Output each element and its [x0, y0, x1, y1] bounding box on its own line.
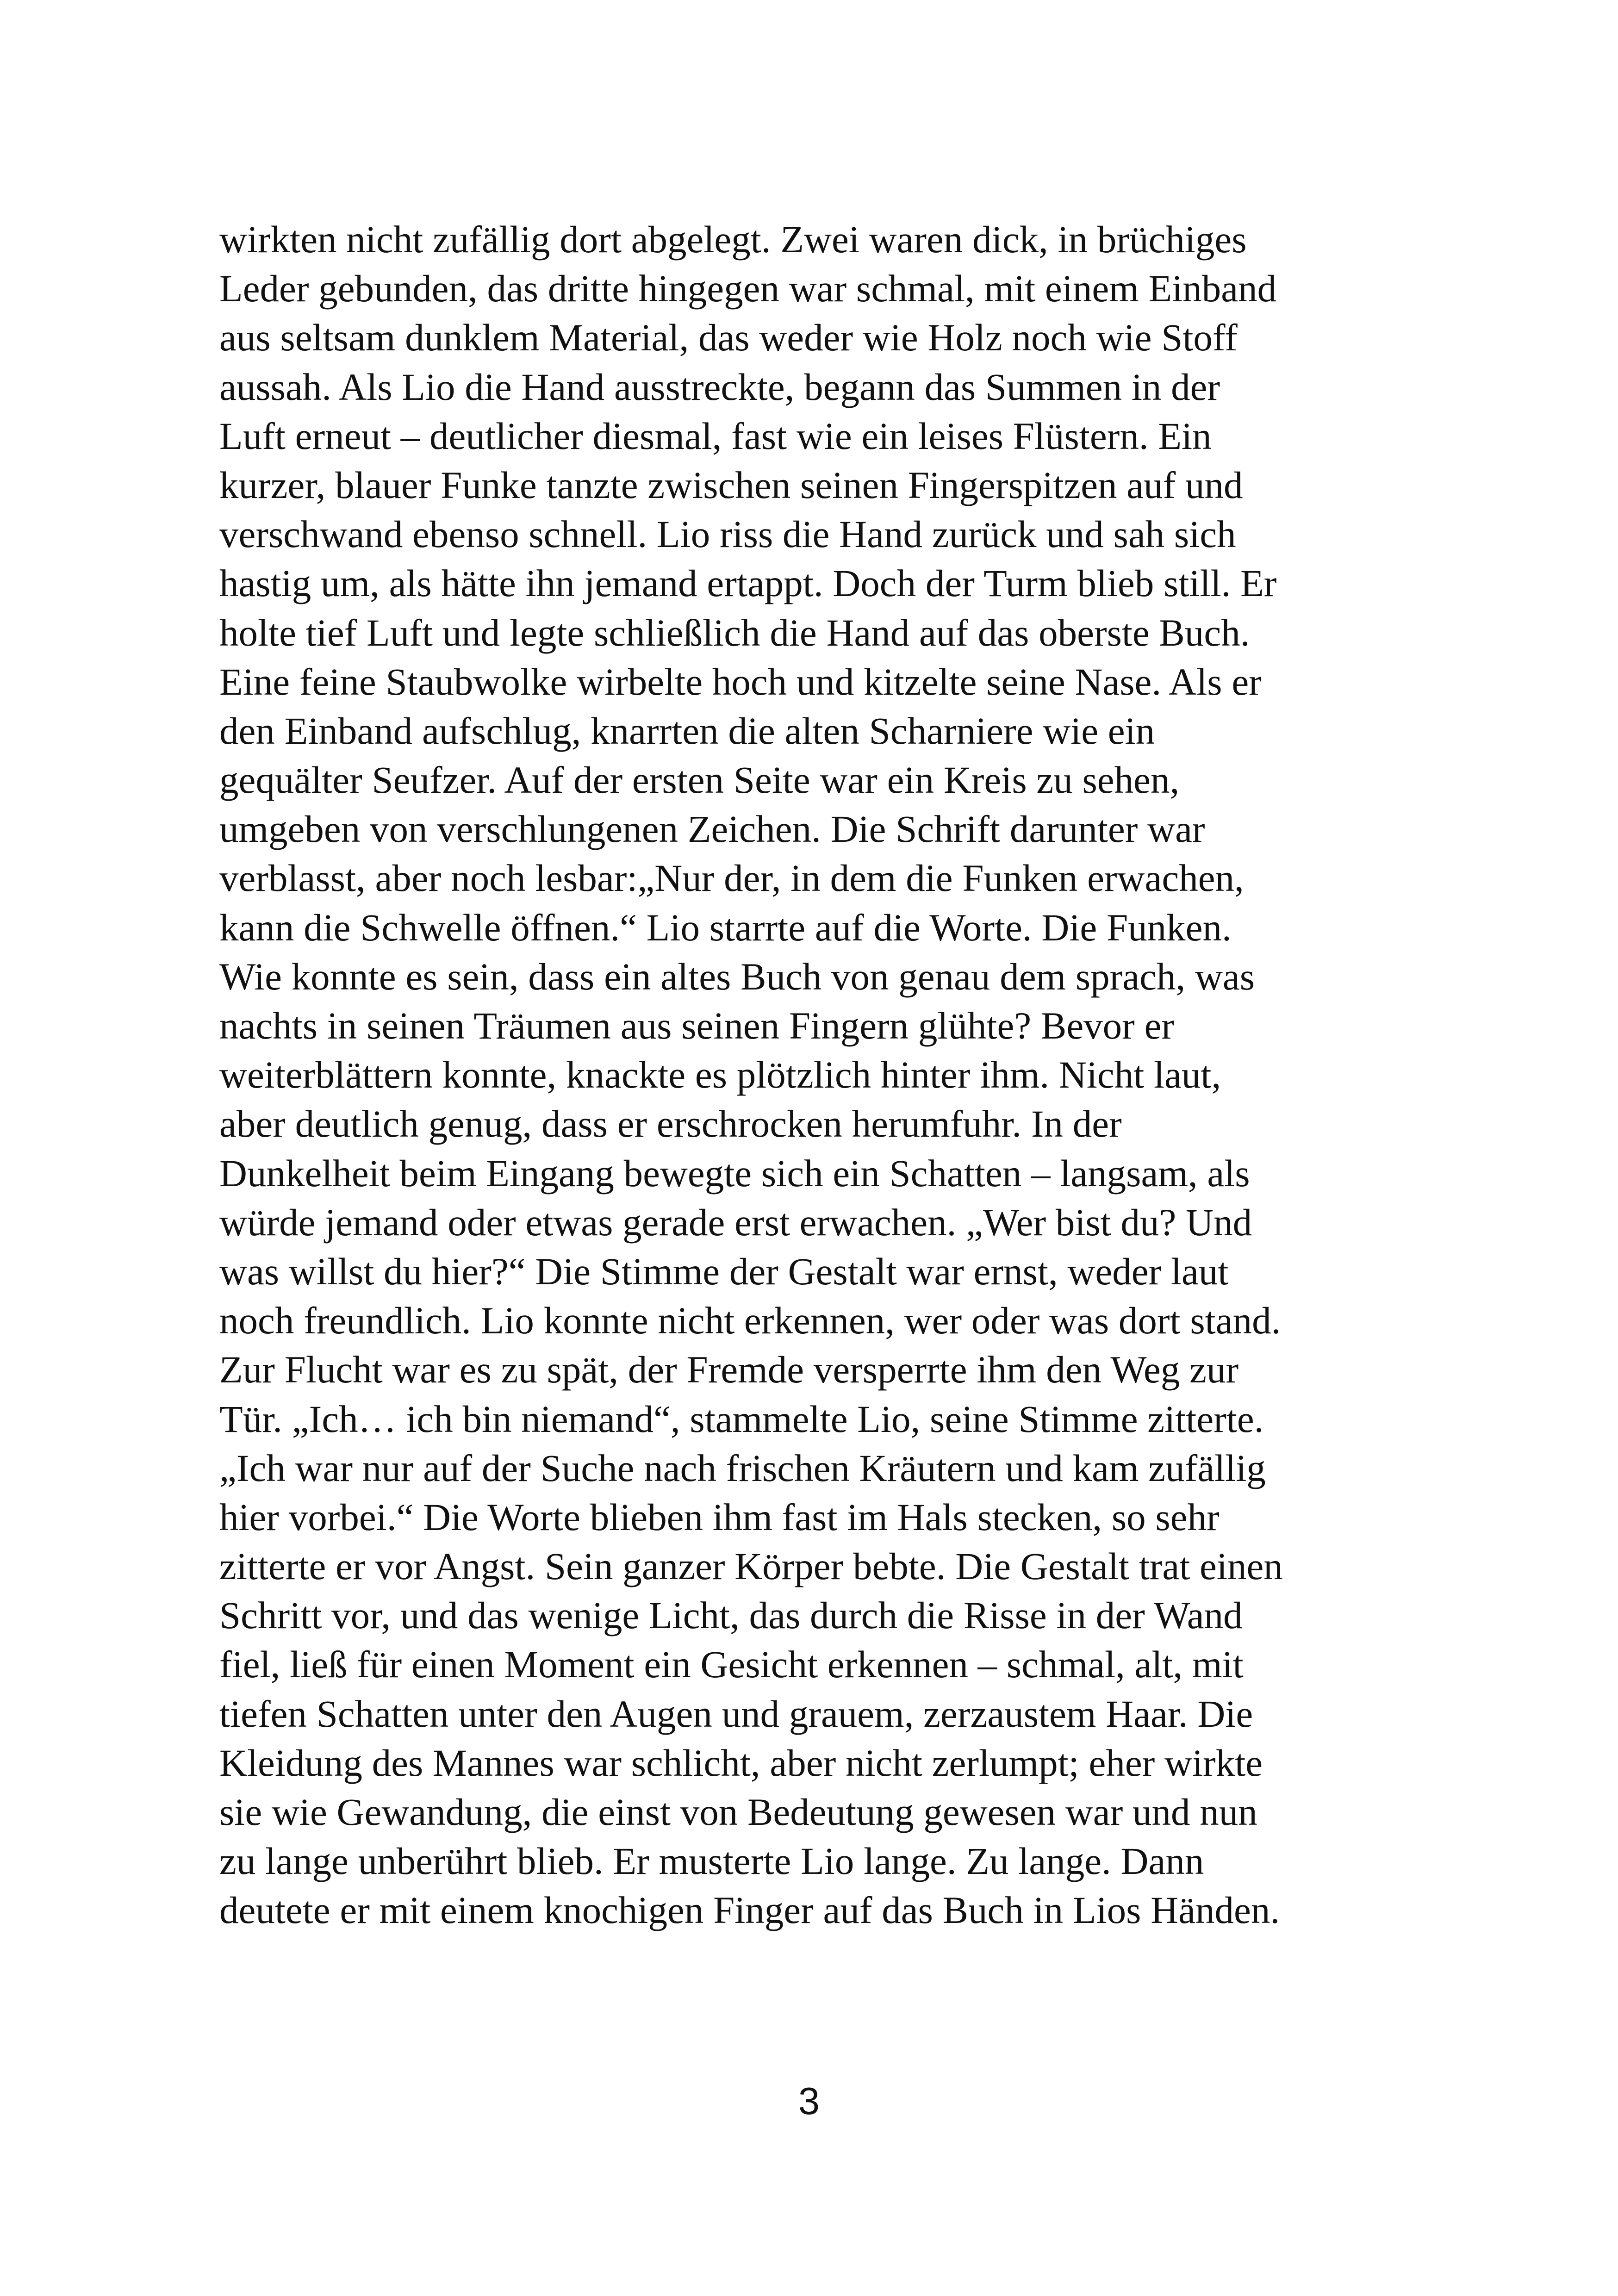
text-line: aus seltsam dunklem Material, das weder wie Holz noch wie Stoff [219, 316, 1238, 359]
text-line: „Ich war nur auf der Suche nach frischen Kräutern und kam zufällig [219, 1446, 1266, 1489]
text-line: fiel, ließ für einen Moment ein Gesicht erkennen – schmal, alt, mit [219, 1643, 1244, 1686]
body-text [219, 215, 1404, 1935]
text-line: holte tief Luft und legte schließlich die Hand auf das oberste Buch. [219, 611, 1250, 654]
text-line: Leder gebunden, das dritte hingegen war schmal, mit einem Einband [219, 267, 1277, 310]
text-line: kann die Schwelle öffnen.“ Lio starrte auf die Worte. Die Funken. [219, 906, 1232, 949]
text-line: Zur Flucht war es zu spät, der Fremde versperrte ihm den Weg zur [219, 1348, 1239, 1391]
text-line: zitterte er vor Angst. Sein ganzer Körper bebte. Die Gestalt trat einen [219, 1545, 1283, 1588]
text-line: tiefen Schatten unter den Augen und grauem, zerzaustem Haar. Die [219, 1692, 1253, 1735]
text-line: Wie konnte es sein, dass ein altes Buch von genau dem sprach, was [219, 955, 1255, 998]
text-line: Schritt vor, und das wenige Licht, das durch die Risse in der Wand [219, 1594, 1243, 1637]
page-number: 3 [798, 2079, 820, 2122]
text-line: gequälter Seufzer. Auf der ersten Seite war ein Kreis zu sehen, [219, 759, 1180, 802]
text-line: sie wie Gewandung, die einst von Bedeutung gewesen war und nun [219, 1791, 1257, 1833]
text-line: würde jemand oder etwas gerade erst erwachen. „Wer bist du? Und [219, 1201, 1252, 1244]
text-line: nachts in seinen Träumen aus seinen Fingern glühte? Bevor er [219, 1004, 1175, 1047]
text-line: hastig um, als hätte ihn jemand ertappt. Doch der Turm blieb still. Er [219, 562, 1277, 605]
text-line: kurzer, blauer Funke tanzte zwischen seinen Fingerspitzen auf und [219, 463, 1243, 506]
text-line: aussah. Als Lio die Hand ausstreckte, begann das Summen in der [219, 365, 1220, 408]
text-line: verblasst, aber noch lesbar:„Nur der, in dem die Funken erwachen, [219, 857, 1244, 900]
text-line: deutete er mit einem knochigen Finger auf das Buch in Lios Händen. [219, 1889, 1280, 1932]
text-line: noch freundlich. Lio konnte nicht erkennen, wer oder was dort stand. [219, 1299, 1281, 1342]
text-line: Kleidung des Mannes war schlicht, aber nicht zerlumpt; eher wirkte [219, 1741, 1263, 1784]
text-line: aber deutlich genug, dass er erschrocken herumfuhr. In der [219, 1102, 1122, 1145]
text-line: Dunkelheit beim Eingang bewegte sich ein Schatten – langsam, als [219, 1151, 1250, 1195]
text-line: Luft erneut – deutlicher diesmal, fast wie ein leises Flüstern. Ein [219, 414, 1212, 457]
text-line: hier vorbei.“ Die Worte blieben ihm fast im Hals stecken, so sehr [219, 1495, 1220, 1538]
text-line: Eine feine Staubwolke wirbelte hoch und kitzelte seine Nase. Als er [219, 660, 1262, 703]
text-line: weiterblättern konnte, knackte es plötzlich hinter ihm. Nicht laut, [219, 1053, 1221, 1096]
text-line: zu lange unberührt blieb. Er musterte Lio lange. Zu lange. Dann [219, 1840, 1204, 1883]
text-line: den Einband aufschlug, knarrten die alten Scharniere wie ein [219, 709, 1155, 752]
text-line: wirkten nicht zufällig dort abgelegt. Zwei waren dick, in brüchiges [219, 218, 1247, 261]
text-line: umgeben von verschlungenen Zeichen. Die Schrift darunter war [219, 808, 1205, 851]
text-line: Tür. „Ich… ich bin niemand“, stammelte Lio, seine Stimme zitterte. [219, 1397, 1264, 1440]
text-line: verschwand ebenso schnell. Lio riss die Hand zurück und sah sich [219, 513, 1236, 556]
text-line: was willst du hier?“ Die Stimme der Gestalt war ernst, weder laut [219, 1250, 1229, 1293]
